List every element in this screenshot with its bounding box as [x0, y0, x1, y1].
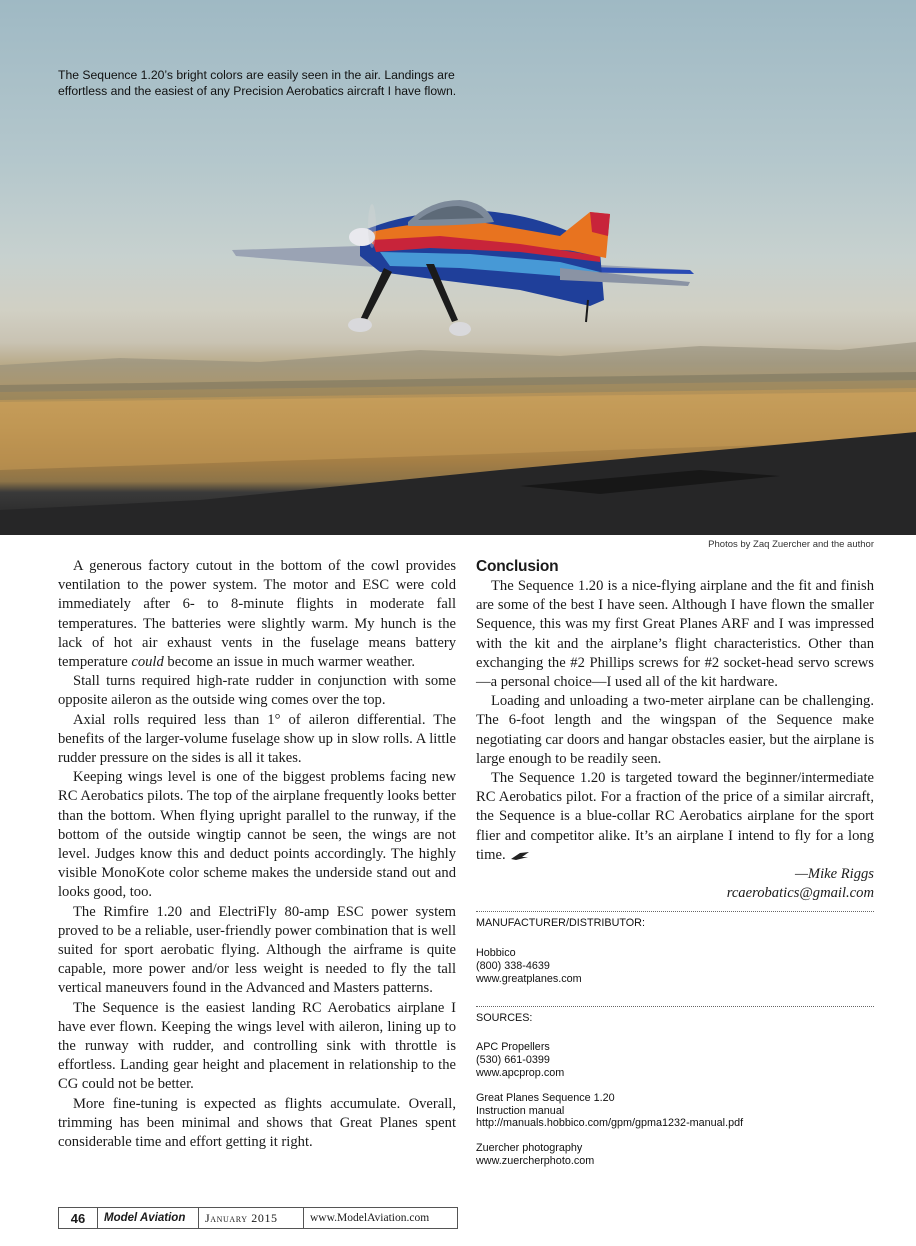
paragraph: The Sequence is the easiest landing RC Aerobatics airplane I have ever flown. Keeping the wings level with aileron, lining up to the runway with rudder, and controlling sink with throttle is effortless. Landing gear height and placement in relationship to the CG could not be better. [58, 999, 456, 1093]
source-detail: Instruction manual [476, 1104, 565, 1117]
divider [476, 1006, 874, 1007]
right-column [476, 557, 874, 1180]
paragraph: Loading and unloading a two-meter airplane can be challenging. The 6-foot length and the wingspan of the Sequence make negotiating car doors and hangar obstacles easier, but the airplane is large enough to be readily seen. [476, 693, 874, 767]
magazine-name: Model Aviation [98, 1208, 199, 1228]
source-entry [476, 1092, 874, 1130]
source-name: APC Propellers [476, 1041, 550, 1054]
source-entry [476, 1142, 874, 1168]
author-signature: —Mike Riggs [794, 866, 874, 883]
source-name: Great Planes Sequence 1.20 [476, 1091, 615, 1104]
paragraph: Keeping wings level is one of the biggest problems facing new RC Aerobatics pilots. The top of the airplane frequently looks better than the bottom. When flying upright parallel to the runway, if the bottom of the outside wingtip cannot be seen, the wings are not level. Judges know this and deduct points accordingly. The highly visible MonoKote color scheme makes the underside stand out and looks good, too. [58, 769, 456, 901]
manufacturer-phone: (800) 338-4639 [476, 960, 550, 973]
paragraph: Stall turns required high-rate rudder in conjunction with some opposite aileron as the outside wing comes over the top. [58, 673, 456, 709]
author-email: rcaerobatics@gmail.com [726, 885, 874, 902]
sources-box [476, 1012, 874, 1168]
manufacturer-box [476, 917, 874, 985]
airplane [232, 200, 694, 336]
paragraph: The Sequence 1.20 is a nice-flying airplane and the fit and finish are some of the best I have seen. Although I have flown the smaller Sequence, this was my first Great Planes ARF and I was impressed with the kit and the airplane’s flight characteristics. Other than exchanging the #2 Phillips screws for #2 socket-head servo screws—a personal choice—I used all of the kit hardware. [476, 578, 874, 691]
source-name: Zuercher photography [476, 1142, 583, 1155]
paragraph: The Sequence 1.20 is targeted toward the beginner/intermediate RC Aerobatics pilot. For a fraction of the price of a similar aircraft, the Sequence is a blue-collar RC Aerobatics airplane for the sport flier and competitor alike. It’s an airplane I intend to fly for a long time. [476, 770, 874, 863]
end-mark-icon [510, 851, 530, 861]
source-detail: http://manuals.hobbico.com/gpm/gpma1232-manual.pdf [476, 1117, 744, 1130]
page-footer [58, 1207, 458, 1229]
photo-credit: Photos by Zaq Zuercher and the author [708, 539, 874, 550]
page-number: 46 [59, 1208, 98, 1228]
source-detail: (530) 661-0399 [476, 1054, 550, 1067]
paragraph: Axial rolls required less than 1° of aileron differential. The benefits of the larger-volume fuselage show up in slow rolls. A little rudder pressure on the sides is all it takes. [58, 711, 456, 767]
website-link[interactable]: www.ModelAviation.com [310, 1212, 430, 1224]
conclusion-heading: Conclusion [476, 558, 559, 575]
photo-caption: The Sequence 1.20’s bright colors are easily seen in the air. Landings are effortless and the easiest of any Precision Aerobatics aircraft I have flown. [58, 68, 457, 98]
divider [476, 911, 874, 912]
manufacturer-web: www.greatplanes.com [476, 972, 582, 985]
sources-label: SOURCES: [476, 1011, 533, 1024]
left-column [58, 557, 456, 1152]
paragraph: The Rimfire 1.20 and ElectriFly 80-amp ESC power system proved to be a reliable, user-friendly power combination that is well suited for sport aerobatic flying. Although the airframe is quite capable, more power and/or less weight is needed to fly the tall vertical maneuvers found in the Advanced and Masters patterns. [58, 903, 456, 997]
paragraph: More fine-tuning is expected as flights accumulate. Overall, trimming has been minimal and shows that Great Planes spent considerable time and effort getting it right. [58, 1095, 456, 1151]
source-detail: www.apcprop.com [476, 1067, 565, 1080]
issue-date: January 2015 [199, 1208, 304, 1228]
manufacturer-name: Hobbico [476, 947, 516, 960]
source-entry [476, 1041, 874, 1079]
paragraph: A generous factory cutout in the bottom of the cowl provides ventilation to the power system. The motor and ESC were cold immediately after 6- to 8-minute flights in moderate fall temperatures. The batteries were slightly warm. My hunch is the lack of hot air exhaust vents in the fuselage means battery temperature could become an issue in much warmer weather. [58, 558, 456, 671]
manufacturer-label: MANUFACTURER/DISTRIBUTOR: [476, 917, 645, 930]
source-detail: www.zuercherphoto.com [476, 1155, 595, 1168]
